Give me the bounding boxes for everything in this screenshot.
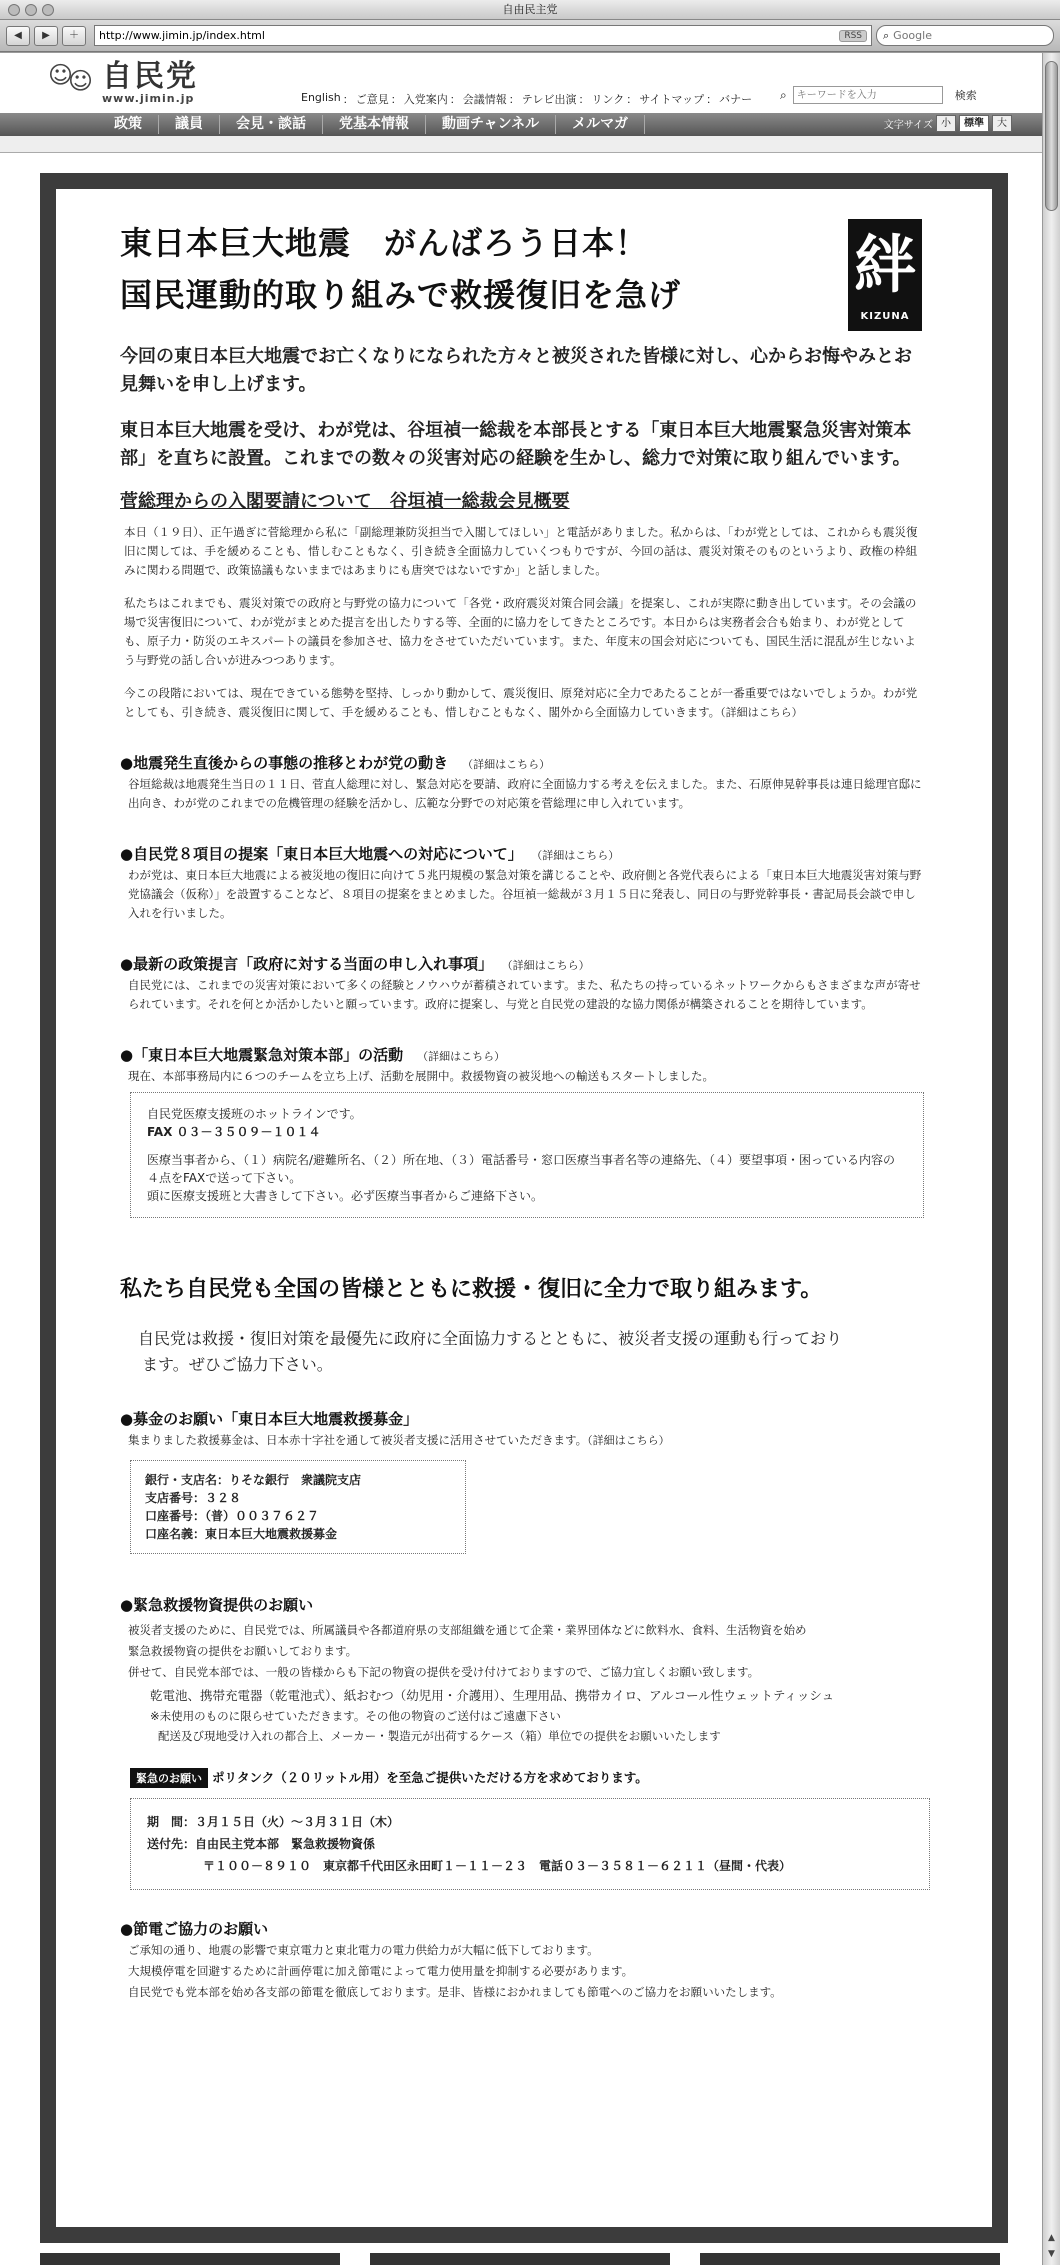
detail-link[interactable]: （詳細はこちら） [720, 706, 803, 719]
supply-note-1: ※未使用のものに限らせていただきます。その他の物資のご送付はご遠慮下さい [150, 1709, 561, 1723]
site-header [0, 53, 1042, 113]
top-links: English ： ご意見 ： 入党案内 ： 会議情報 ： テレビ出演 ： リンク ： サイトマップ ： バナー [301, 91, 753, 106]
supply-text-3: 併せて、自民党本部では、一般の皆様からも下記の物資の提供を受け付けておりますので、ご協力宜しくお願い致します。 [128, 1665, 760, 1679]
bullet-text-1: 谷垣総裁は地震発生当日の１１日、菅直人総理に対し、緊急対応を要請、政府に全面協力する考えを伝えました。また、石原伸晃幹事長は連日総理官邸に出向き、わが党のこれまでの危機管理の経験を活かし、広範な分野での対応策を菅総理に申し入れています。 [128, 777, 922, 810]
font-size-label: 文字サイズ [883, 120, 933, 131]
urgent-request: 緊急のお願い ポリタンク（２０リットル用）を至急ご提供いただける方を求めております。 [120, 1768, 924, 1788]
headline-2: 国民運動的取り組みで救援復旧を急げ [120, 276, 682, 314]
notice-frame [40, 173, 1008, 2243]
top-link[interactable]: 会議情報 [462, 93, 507, 106]
power-heading: ●節電ご協力のお願い [120, 1920, 269, 1938]
scroll-thumb[interactable] [1045, 61, 1058, 211]
paragraph-1: 本日（１９日）、正午過ぎに菅総理から私に「副総理兼防災担当で入閣してほしい」と電話がありました。私からは、「わが党としては、これからも震災復旧に関しては、手を緩めることも、惜しむこともなく、引き続き全面協力していくつもりですが、今回の話は、震災対策そのものというより、政権の枠組みに関わる問題で、政策協議もないままではあまりにも唐突ではないですか」と話しました。 [124, 525, 918, 577]
section-title[interactable]: 菅総理からの入閣要請について 谷垣禎一総裁会見概要 [120, 491, 570, 512]
bottom-tab[interactable] [700, 2253, 1000, 2265]
donate-text: 集まりました救援募金は、日本赤十字社を通して被災者支援に活用させていただきます。（詳細はこちら） [128, 1433, 670, 1447]
headline-1: 東日本巨大地震 がんばろう日本！ [120, 224, 649, 262]
top-link[interactable]: リンク [591, 93, 625, 106]
power-text-1: ご承知の通り、地震の影響で東京電力と東北電力の電力供給力が大幅に低下しております。 [128, 1943, 599, 1957]
nav-item-members[interactable]: 議員 [159, 115, 220, 134]
detail-link[interactable]: （詳細はこちら） [587, 1434, 670, 1447]
bank-line: 支店番号：３２８ [145, 1491, 242, 1505]
destination-2: 〒１００－８９１０ 東京都千代田区永田町１－１１－２３ 電話０３－３５８１－６２１１（昼間・代表） [203, 1859, 792, 1873]
zoom-button[interactable] [42, 4, 54, 16]
hotline-title: 自民党医療支援班のホットラインです。 [147, 1107, 362, 1121]
bullet-text-4: 現在、本部事務局内に６つのチームを立ち上げ、活動を展開中。救援物資の被災地への輸送もスタートしました。 [128, 1069, 715, 1083]
bank-line: 銀行・支店名：りそな銀行 衆議院支店 [145, 1473, 362, 1487]
logo-text: 自民党 [102, 58, 198, 94]
bottom-tab[interactable] [40, 2253, 340, 2265]
nav-item-press[interactable]: 会見・談話 [220, 115, 323, 134]
top-link[interactable]: バナー [719, 93, 753, 106]
bottom-tab[interactable] [370, 2253, 670, 2265]
site-search [780, 86, 983, 104]
intro-headquarters: 東日本巨大地震を受け、わが党は、谷垣禎一総裁を本部長とする「東日本巨大地震緊急災害対策本部」を直ちに設置。これまでの数々の災害対応の経験を生かし、総力で対策に取り組んでいます。 [120, 420, 912, 469]
power-text-3: 自民党でも党本部を始め各支部の節電を徹底しております。是非、皆様におかれましても節電へのご協力をお願いいたします。 [128, 1985, 782, 1999]
supply-text-1: 被災者支援のために、自民党では、所属議員や各都道府県の支部組織を通じて企業・業界団体などに飲料水、食料、生活物資を始め [128, 1623, 807, 1637]
top-link[interactable]: ご意見 [355, 93, 389, 106]
rss-badge[interactable]: RSS [839, 30, 867, 42]
top-link[interactable]: サイトマップ [639, 93, 705, 106]
kizuna-kanji: 絆 [853, 228, 916, 301]
bank-account-box [130, 1460, 466, 1554]
detail-link[interactable]: （詳細はこちら） [417, 1050, 506, 1063]
nav-item-mailmag[interactable]: メルマガ [556, 115, 645, 134]
bullet-heading-3: ●最新の政策提言「政府に対する当面の申し入れ事項」 （詳細はこちら） [120, 955, 590, 973]
sub-bar [0, 136, 1042, 153]
top-link[interactable]: 入党案内 [403, 93, 448, 106]
top-link[interactable]: テレビ出演 [521, 93, 577, 106]
logo-figures-icon: ☺ ☺ [48, 61, 94, 95]
google-search[interactable] [876, 25, 1054, 46]
font-size-control [884, 115, 1012, 132]
nav-item-policy[interactable]: 政策 [98, 115, 159, 134]
paragraph-2: 私たちはこれまでも、震災対策での政府と与野党の協力について「各党・政府震災対策合同会議」を提案し、これが実際に動き出しています。その会議の場で災害復旧について、わが党がまとめた提言を出したりする等、全面的に協力をしてきたところです。本日からは実務者会合も始まり、わが党としても、原子力・防災のエキスパートの議員を参加させ、協力をさせていただいています。また、年度末の国会対応についても、国民生活に混乱が生じないよう与野党の話し合いが进みつつあります。 [124, 596, 917, 667]
font-size-small[interactable]: 小 [936, 115, 956, 132]
vertical-scrollbar[interactable] [1042, 53, 1060, 2265]
urgent-label: 緊急のお願い [130, 1768, 208, 1788]
site-search-button[interactable]: 検索 [954, 89, 977, 102]
close-button[interactable] [8, 4, 20, 16]
detail-link[interactable]: （詳細はこちら） [462, 758, 551, 771]
support-heading: 私たち自民党も全国の皆様とともに救援・復旧に全力で取り組みます。 [120, 1277, 823, 1302]
bullet-heading-4: ●「東日本巨大地震緊急対策本部」の活動 （詳細はこちら） [120, 1046, 506, 1064]
detail-link[interactable]: （詳細はこちら） [536, 849, 620, 862]
address-bar[interactable] [94, 25, 872, 46]
search-icon: ⌕ [780, 87, 787, 102]
hotline-fax: FAX ０３－３５０９－１０１４ [147, 1125, 321, 1139]
google-search-input[interactable] [893, 29, 1047, 42]
main-nav [0, 113, 1042, 136]
bank-line: 口座名義：東日本巨大地震救援募金 [145, 1527, 338, 1541]
period-box [130, 1798, 930, 1890]
detail-link[interactable]: （詳細はこちら） [507, 959, 590, 972]
url-input[interactable] [99, 29, 839, 42]
search-icon: ⌕ [883, 28, 890, 42]
scroll-up-icon[interactable]: ▲ [1048, 2233, 1055, 2243]
scroll-down-icon[interactable]: ▼ [1048, 2249, 1055, 2259]
donate-heading: ●募金のお願い「東日本巨大地震救援募金」 [120, 1410, 419, 1428]
supply-note-2: 配送及び現地受け入れの都合上、メーカー・製造元が出荷するケース（箱）単位での提供をお願いいたします [158, 1729, 721, 1743]
bullet-heading-2: ●自民党８項目の提案「東日本巨大地震への対応について」 （詳細はこちら） [120, 845, 620, 863]
paragraph-3: 今この段階においては、現在できている態勢を堅持、しっかり動かして、震災復旧、原発対応に全力であたることが一番重要ではないでしょうか。わが党としても、引き続き、震災復旧に関して、手を緩めることも、惜しむこともなく、閣外から全面協力していきます。（詳細はこちら） [124, 686, 918, 719]
title-bar [0, 0, 1060, 20]
supply-list [120, 1686, 924, 1746]
add-bookmark-icon[interactable]: ＋ [62, 26, 86, 46]
web-page [0, 53, 1042, 2265]
hotline-box [130, 1092, 924, 1218]
supply-items: 乾電池、携帯充電器（乾電池式）、紙おむつ（幼児用・介護用）、生理用品、携帯カイロ、アルコール性ウェットティッシュ [150, 1688, 835, 1703]
kizuna-label: KIZUNA [860, 311, 910, 322]
bullet-text-3: 自民党には、これまでの災害対策において多くの経験とノウハウが蓄積されています。また、私たちの持っているネットワークからもさまざまな声が寄せられています。それを何とか活かしたいと願っています。政府に提案し、与党と自民党の建設的な協力関係が構築されることを期待しています。 [128, 978, 921, 1011]
supply-heading: ●緊急救援物資提供のお願い [120, 1596, 314, 1614]
power-text-2: 大規模停電を回避するために計画停電に加え節電によって電力使用量を抑制する必要があります。 [128, 1964, 634, 1978]
destination-1: 送付先：自由民主党本部 緊急救援物資係 [147, 1837, 376, 1851]
site-search-input[interactable] [793, 86, 943, 104]
bullet-heading-1: ●地震発生直後からの事態の推移とわが党の動き （詳細はこちら） [120, 754, 551, 772]
font-size-standard[interactable]: 標準 [959, 115, 989, 132]
kizuna-badge [848, 219, 922, 331]
bank-line: 口座番号：（普）００３７６２７ [145, 1509, 320, 1523]
intro-condolence: 今回の東日本巨大地震でお亡くなりになられた方々と被災された皆様に対し、心からお悔やみとお見舞いを申し上げます。 [120, 346, 912, 395]
support-text-2: ます。ぜひご協力下さい。 [142, 1355, 333, 1374]
logo-url: www.jimin.jp [102, 91, 195, 105]
period: 期 間：３月１５日（火）～３月３１日（木） [147, 1815, 400, 1829]
minimize-button[interactable] [25, 4, 37, 16]
site-logo[interactable] [48, 58, 198, 105]
support-text-1: 自民党は救援・復旧対策を最優先に政府に全面協力するとともに、被災者支援の運動も行っており [138, 1329, 843, 1348]
forward-icon[interactable]: ▶ [34, 26, 58, 46]
supply-text-2: 緊急救援物資の提供をお願いしております。 [128, 1644, 358, 1658]
hotline-text-1: 医療当事者から、（１）病院名/避難所名、（２）所在地、（３）電話番号・窓口医療当事者名等の連絡先、（４）要望事項・困っている内容の４点をFAXで送って下さい。 [147, 1153, 896, 1185]
back-icon[interactable]: ◀ [6, 26, 30, 46]
font-size-large[interactable]: 大 [992, 115, 1012, 132]
nav-item-video[interactable]: 動画チャンネル [426, 115, 556, 134]
browser-toolbar [0, 20, 1060, 52]
bottom-tabs [40, 2253, 1000, 2265]
window-title: 自由民主党 [502, 3, 558, 16]
top-link[interactable]: English [301, 91, 341, 104]
bullet-text-2: わが党は、東日本巨大地震による被災地の復旧に向けて５兆円規模の緊急対策を講じることや、政府側と各党代表らによる「東日本巨大地震災害対策与野党協議会（仮称）」を設置することなど、８項目の提案をまとめました。谷垣禎一総裁が３月１５日に発表し、同日の与野党幹事長・書記局長会談で申し入れを行いました。 [128, 868, 922, 920]
notice-content [56, 189, 992, 2227]
hotline-text-2: 頭に医療支援班と大書きして下さい。必ず医療当事者からご連絡下さい。 [147, 1189, 544, 1203]
nav-item-about[interactable]: 党基本情報 [323, 115, 426, 134]
